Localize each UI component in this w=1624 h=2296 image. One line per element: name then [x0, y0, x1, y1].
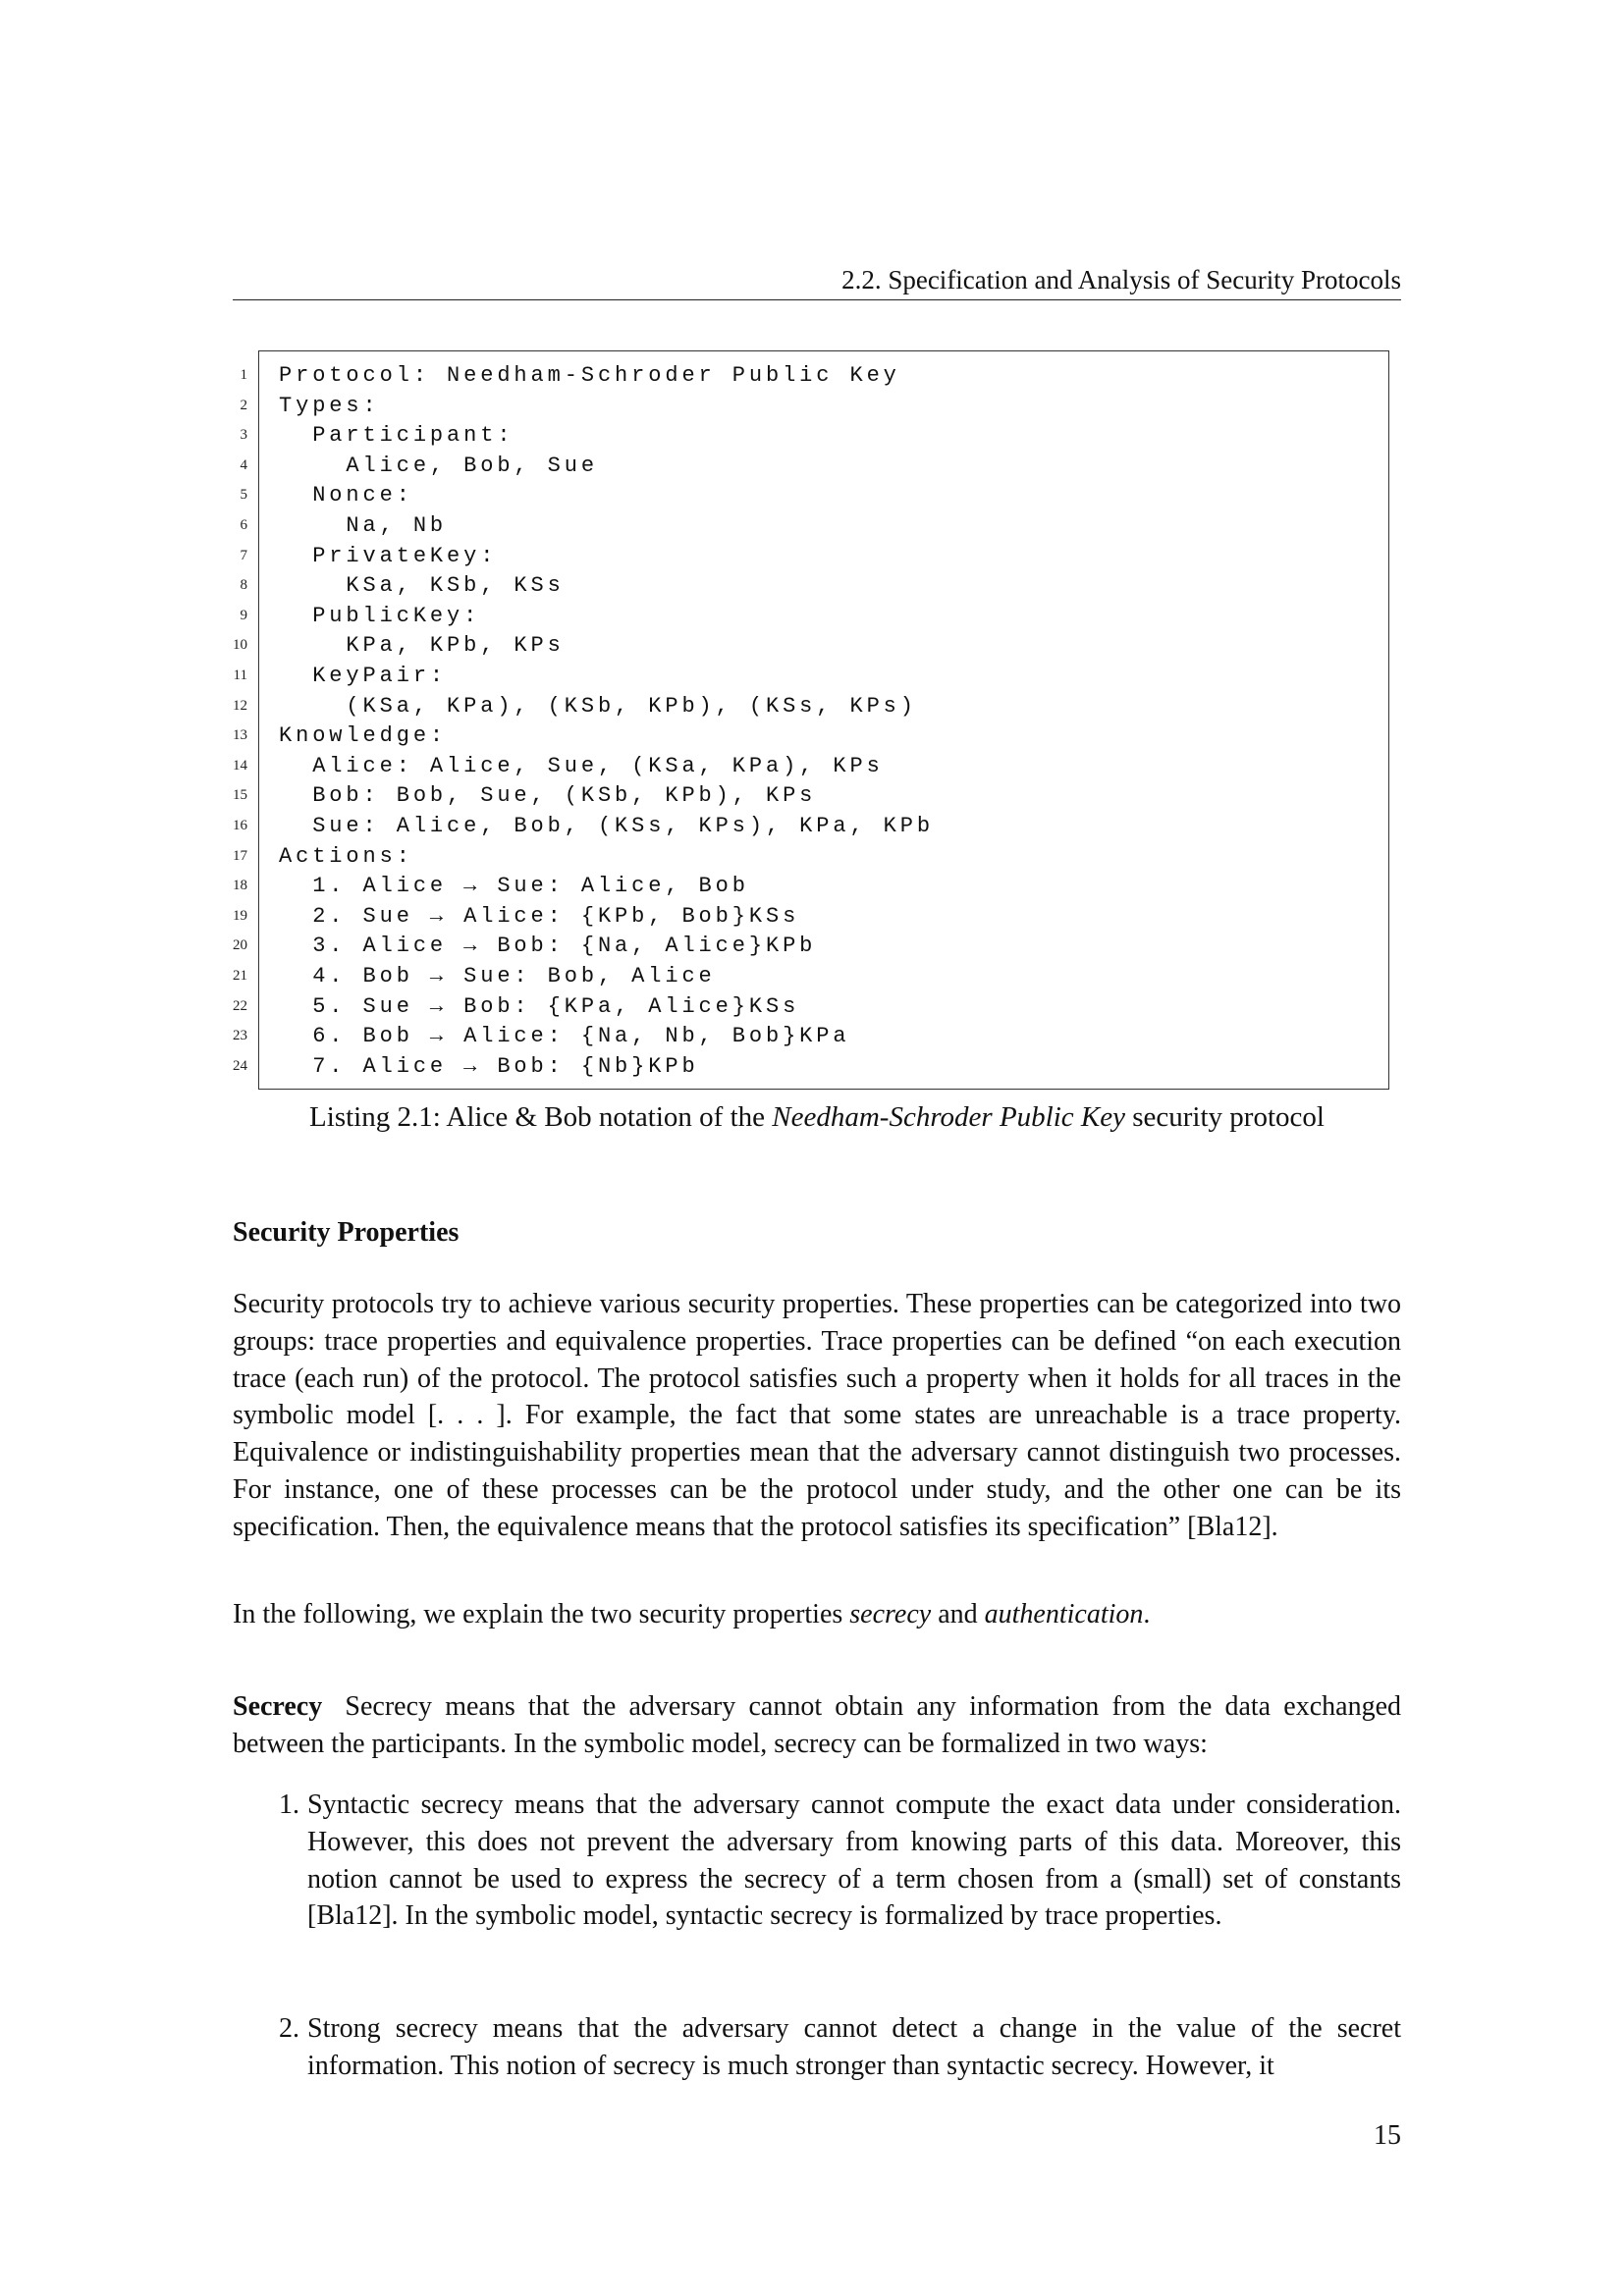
list-item-text: Strong secrecy means that the adversary cannot detect a change in the value of the secret information. This notion of secrecy is much stronger than syntactic secrecy. However, it [307, 2013, 1401, 2081]
code-text: Participant: [279, 423, 514, 449]
listing-caption [233, 1099, 1401, 1135]
code-line [233, 752, 1388, 782]
code-text: Knowledge: [279, 723, 448, 749]
code-text: PrivateKey: [279, 543, 498, 568]
code-line [240, 511, 1388, 542]
code-text: KSa, KSb, KSs [279, 573, 565, 599]
line-number: 4 [240, 456, 247, 473]
line-number: 7 [240, 547, 247, 563]
code-text: (KSa, KPa), (KSb, KPb), (KSs, KPs) [279, 693, 917, 719]
paragraph2-mid: and [931, 1599, 985, 1629]
code-text: 5. Sue → Bob: {KPa, Alice}KSs [279, 993, 800, 1019]
code-text: Sue: Alice, Bob, (KSs, KPs), KPa, KPb [279, 814, 934, 838]
code-line [233, 1022, 1388, 1052]
line-number: 1 [240, 367, 247, 383]
code-text: Na, Nb [279, 513, 448, 538]
code-text: Actions: [279, 843, 413, 869]
code-line [240, 481, 1388, 511]
code-text: Alice, Bob, Sue [279, 453, 598, 478]
line-number: 11 [233, 667, 247, 683]
code-line [240, 571, 1388, 602]
code-line [233, 721, 1388, 752]
code-text: 7. Alice → Bob: {Nb}KPb [279, 1053, 699, 1079]
caption-prefix: Listing 2.1: Alice & Bob notation of the [309, 1101, 773, 1133]
list-item-number: 2. [279, 2013, 299, 2044]
line-number: 8 [240, 577, 247, 594]
code-line [233, 692, 1388, 722]
code-line [233, 992, 1388, 1023]
line-number: 13 [233, 727, 247, 744]
line-number: 21 [233, 968, 247, 984]
code-text: 2. Sue → Alice: {KPb, Bob}KSs [279, 903, 800, 929]
line-number: 5 [240, 487, 247, 504]
code-text: Bob: Bob, Sue, (KSb, KPb), KPs [279, 783, 817, 809]
code-listing [233, 350, 1389, 1090]
code-text: Alice: Alice, Sue, (KSa, KPa), KPs [279, 753, 884, 778]
code-line [240, 392, 1388, 422]
secrecy-text: Secrecy means that the adversary cannot obtain any information from the data exchanged between the participants. In the symbolic model, secrecy can be formalized in two ways: [233, 1691, 1401, 1759]
code-line [233, 1052, 1388, 1083]
code-text: 1. Alice → Sue: Alice, Bob [279, 874, 749, 899]
list-item-number: 1. [279, 1789, 299, 1820]
line-number: 17 [233, 847, 247, 864]
code-text: PublicKey: [279, 603, 481, 628]
code-text: KeyPair: [279, 664, 448, 688]
code-line [233, 842, 1388, 873]
paragraph2-prefix: In the following, we explain the two security properties [233, 1599, 850, 1629]
caption-suffix: security protocol [1124, 1101, 1325, 1133]
line-number: 6 [240, 517, 247, 533]
code-line [240, 361, 1388, 392]
code-line [240, 452, 1388, 482]
code-line [240, 542, 1388, 572]
code-line [233, 872, 1388, 902]
paragraph-secrecy [233, 1688, 1401, 1763]
code-line [233, 781, 1388, 812]
code-line [233, 662, 1388, 692]
running-head: 2.2. Specification and Analysis of Security Protocols [841, 265, 1401, 294]
line-number: 24 [233, 1057, 247, 1074]
line-number: 20 [233, 937, 247, 954]
code-line [240, 602, 1388, 632]
header-rule [233, 299, 1401, 300]
code-text: Types: [279, 393, 380, 418]
caption-italic: Needham-Schroder Public Key [772, 1101, 1125, 1133]
code-line [233, 962, 1388, 992]
term-secrecy: secrecy [849, 1599, 932, 1629]
line-number: 9 [240, 607, 247, 623]
code-text: 6. Bob → Alice: {Na, Nb, Bob}KPa [279, 1024, 850, 1049]
section-heading: Security Properties [233, 1217, 460, 1248]
paragraph2-suffix: . [1143, 1599, 1151, 1629]
line-number: 23 [233, 1028, 247, 1044]
line-number: 16 [233, 818, 247, 833]
code-text: 4. Bob → Sue: Bob, Alice [279, 964, 716, 988]
line-number: 14 [233, 757, 247, 774]
line-number: 10 [233, 637, 247, 654]
paragraph-trace-properties: Security protocols try to achieve various security properties. These properties can be categorized into two groups: trace properties and equivalence properties. Trace properties can be defined “on each execution trace (each run) of the protocol. The protocol satisfies such a property when it holds for all traces in the symbolic model [. . . ]. For example, the fact that some states are unreachable is a trace property. Equivalence or indistinguishability properties mean that the adversary cannot distinguish two processes. For instance, one of these processes can be the protocol under study, and the other one can be its specification. Then, the equivalence means that the protocol satisfies its specification” [Bla12]. [233, 1289, 1401, 1542]
code-line [233, 812, 1388, 842]
line-number: 2 [240, 397, 247, 413]
paragraph-following [233, 1596, 1401, 1633]
code-text: Protocol: Needham-Schroder Public Key [279, 363, 900, 388]
term-authentication: authentication [984, 1599, 1144, 1629]
code-line [233, 631, 1388, 662]
secrecy-run-in-heading: Secrecy [233, 1691, 323, 1722]
code-line [233, 902, 1388, 933]
code-text: 3. Alice → Bob: {Na, Alice}KPb [279, 934, 817, 959]
line-number: 15 [233, 787, 247, 804]
code-text: KPa, KPb, KPs [279, 633, 565, 659]
page-number: 15 [1374, 2120, 1401, 2151]
line-number: 19 [233, 907, 247, 924]
code-line [240, 421, 1388, 452]
code-text: Nonce: [279, 483, 413, 508]
list-item-text: Syntactic secrecy means that the adversary cannot compute the exact data under consideration. However, this does not prevent the adversary from knowing parts of this data. Moreover, this notion cannot be used to express the secrecy of a term chosen from a (small) set of constants [Bla12]. In the symbolic model, syntactic secrecy is formalized by trace properties. [307, 1789, 1401, 1932]
line-number: 3 [240, 427, 247, 444]
line-number: 22 [233, 997, 247, 1014]
line-number: 12 [233, 697, 247, 714]
code-line [233, 932, 1388, 962]
line-number: 18 [233, 878, 247, 894]
